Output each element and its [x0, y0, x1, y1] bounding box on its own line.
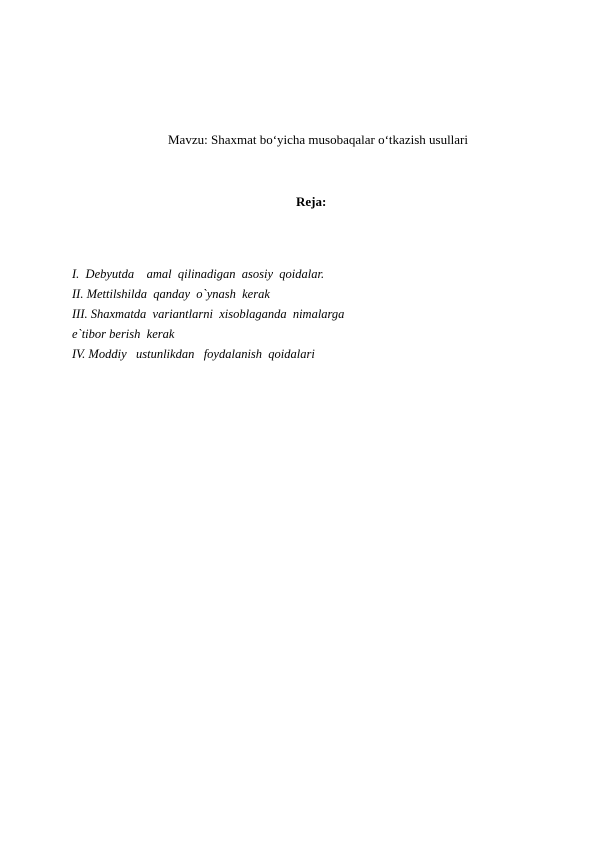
plan-item-1: I. Debyutda amal qilinadigan asosiy qoidalar.: [72, 267, 325, 281]
plan-item-2: II. Mettilshilda qanday o`ynash kerak: [72, 287, 270, 301]
document-topic: Mavzu: Shaxmat bo‘yicha musobaqalar o‘tkazish usullari: [168, 132, 469, 147]
plan-item-3-continuation: e`tibor berish kerak: [72, 327, 175, 341]
plan-item-3: III. Shaxmatda variantlarni xisoblaganda nimalarga: [72, 307, 345, 321]
plan-item-4: IV. Moddiy ustunlikdan foydalanish qoidalari: [72, 347, 315, 361]
plan-list: [72, 264, 344, 364]
plan-heading: Reja:: [296, 194, 327, 209]
